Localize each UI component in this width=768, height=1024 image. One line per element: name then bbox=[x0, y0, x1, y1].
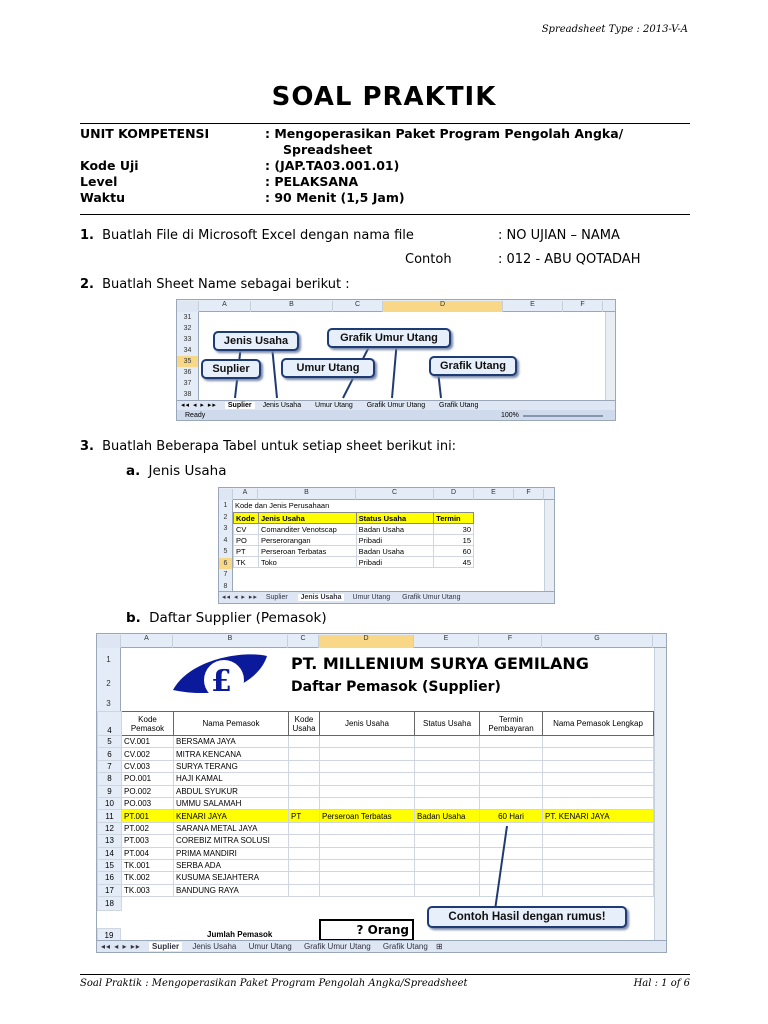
excel-sheet-tabs-screenshot bbox=[176, 299, 616, 421]
cell-kode: TK.003 bbox=[122, 884, 174, 896]
tab-jenis-usaha[interactable]: Jenis Usaha bbox=[298, 594, 345, 601]
cell-tp bbox=[480, 736, 543, 748]
cell-su bbox=[415, 760, 480, 772]
col-header: B bbox=[173, 635, 288, 648]
step-1-text: Buatlah File di Microsoft Excel dengan nama file bbox=[102, 228, 414, 243]
tab-grafik-umur-utang[interactable]: Grafik Umur Utang bbox=[366, 402, 426, 409]
cell-ju bbox=[320, 872, 415, 884]
cell-su bbox=[415, 748, 480, 760]
col-header: F bbox=[563, 301, 603, 312]
tab-grafik-umur-utang[interactable]: Grafik Umur Utang bbox=[303, 942, 371, 951]
cell-ku bbox=[289, 797, 320, 809]
meta-value-unit-2: Spreadsheet bbox=[283, 142, 373, 157]
cell-ku bbox=[289, 884, 320, 896]
cell: Pribadi bbox=[356, 557, 434, 568]
cell-nama: MITRA KENCANA bbox=[174, 748, 289, 760]
cell-su bbox=[415, 773, 480, 785]
footer-page: Hal : 1 of 6 bbox=[633, 978, 690, 989]
col-header: D bbox=[383, 301, 503, 312]
header-cell: Nama Pemasok bbox=[174, 712, 289, 736]
tab-umur-utang[interactable]: Umur Utang bbox=[352, 594, 391, 601]
cell-ku bbox=[289, 760, 320, 772]
cell-nama: PRIMA MANDIRI bbox=[174, 847, 289, 859]
cell: Badan Usaha bbox=[356, 546, 434, 557]
step-2-num: 2. bbox=[80, 277, 94, 292]
header-cell: Jenis Usaha bbox=[320, 712, 415, 736]
row-header: 31 bbox=[183, 314, 192, 321]
zoom-slider[interactable] bbox=[523, 415, 603, 417]
row-headers-top: 1 2 3 bbox=[97, 648, 121, 711]
cell-tp bbox=[480, 748, 543, 760]
cell-nama: ABDUL SYUKUR bbox=[174, 785, 289, 797]
row-header: 11 bbox=[98, 810, 122, 822]
row-header: 38 bbox=[183, 391, 192, 398]
tab-suplier[interactable]: Suplier bbox=[225, 402, 255, 409]
row-header: 34 bbox=[183, 347, 192, 354]
company-name: PT. MILLENIUM SURYA GEMILANG bbox=[291, 654, 589, 673]
meta-block bbox=[80, 126, 690, 216]
sheet-tab-bar bbox=[177, 400, 616, 410]
table-row bbox=[98, 859, 654, 871]
cell-ju bbox=[320, 884, 415, 896]
row-header: 2 bbox=[223, 513, 228, 521]
table-row bbox=[98, 835, 654, 847]
cell-ju bbox=[320, 760, 415, 772]
cell: CV bbox=[234, 524, 259, 535]
step-3b bbox=[126, 610, 327, 626]
cell: PO bbox=[234, 535, 259, 546]
step-3-num: 3. bbox=[80, 439, 94, 454]
tab-suplier[interactable]: Suplier bbox=[265, 594, 288, 601]
tab-jenis-usaha[interactable]: Jenis Usaha bbox=[262, 402, 302, 409]
cell-kode: PT.001 bbox=[122, 810, 174, 822]
vertical-scrollbar[interactable] bbox=[544, 500, 554, 592]
row-header: 12 bbox=[98, 822, 122, 834]
cell: 30 bbox=[434, 524, 474, 535]
cell-kode: PT.002 bbox=[122, 822, 174, 834]
row-header: 1 bbox=[223, 502, 228, 509]
table-row bbox=[98, 822, 654, 834]
step-1-example-value: : 012 - ABU QOTADAH bbox=[498, 252, 641, 267]
cell-su bbox=[415, 835, 480, 847]
cell-nama: KUSUMA SEJAHTERA bbox=[174, 872, 289, 884]
row-header: 10 bbox=[98, 797, 122, 809]
step-3b-num: b. bbox=[126, 610, 141, 626]
cell-ku bbox=[289, 835, 320, 847]
cell: TK bbox=[234, 557, 259, 568]
cell: 15 bbox=[434, 535, 474, 546]
vertical-scrollbar[interactable] bbox=[654, 648, 666, 942]
tab-grafik-utang[interactable]: Grafik Utang bbox=[439, 402, 479, 409]
cell-ku bbox=[289, 859, 320, 871]
row-header: 37 bbox=[183, 380, 192, 387]
cell: Toko bbox=[258, 557, 356, 568]
tab-nav-arrows-icon[interactable]: ◂◂ ◂ ▸ ▸▸ bbox=[181, 402, 217, 409]
meta-label-unit: UNIT KOMPETENSI bbox=[80, 126, 210, 141]
cell: Perseroan Terbatas bbox=[258, 546, 356, 557]
row-header: 14 bbox=[98, 847, 122, 859]
jumlah-pemasok-label: Jumlah Pemasok bbox=[207, 930, 273, 939]
tab-grafik-umur-utang[interactable]: Grafik Umur Utang bbox=[402, 594, 461, 601]
callout-grafik-utang: Grafik Utang bbox=[429, 356, 517, 376]
cell-nama: SERBA ADA bbox=[174, 859, 289, 871]
cell-ju bbox=[320, 847, 415, 859]
cell-nama: BERSAMA JAYA bbox=[174, 736, 289, 748]
row-header: 35 bbox=[177, 356, 198, 367]
cell: 60 bbox=[434, 546, 474, 557]
cell-kode: CV.001 bbox=[122, 736, 174, 748]
cell-ju bbox=[320, 748, 415, 760]
cell-ju bbox=[320, 773, 415, 785]
cell-ju bbox=[320, 835, 415, 847]
cell-su bbox=[415, 872, 480, 884]
meta-rule bbox=[80, 214, 690, 215]
cell-tp bbox=[480, 785, 543, 797]
cell-kode: CV.003 bbox=[122, 760, 174, 772]
tab-jenis-usaha[interactable]: Jenis Usaha bbox=[192, 942, 237, 951]
sheet-tab-bar bbox=[97, 940, 666, 952]
table-row bbox=[98, 847, 654, 859]
table-header-row bbox=[234, 513, 474, 524]
cell-kode: TK.002 bbox=[122, 872, 174, 884]
row-header: 15 bbox=[98, 859, 122, 871]
cell-a1-title: Kode dan Jenis Perusahaan bbox=[235, 501, 330, 510]
excel-jenis-usaha-screenshot bbox=[218, 487, 555, 604]
table-row bbox=[234, 524, 474, 535]
cell-npl bbox=[543, 872, 654, 884]
step-3a bbox=[126, 463, 226, 479]
row-header: 17 bbox=[98, 884, 122, 896]
row-header: 36 bbox=[183, 369, 192, 376]
table-row bbox=[98, 785, 654, 797]
cell-su bbox=[415, 884, 480, 896]
col-header: B bbox=[251, 301, 333, 312]
row-header: 9 bbox=[98, 785, 122, 797]
step-1-example-label: Contoh bbox=[405, 252, 452, 267]
company-logo bbox=[169, 650, 271, 708]
cell-npl: PT. KENARI JAYA bbox=[543, 810, 654, 822]
cell: 45 bbox=[434, 557, 474, 568]
row-header: 5 bbox=[98, 736, 122, 748]
cell-su bbox=[415, 859, 480, 871]
cell-ku bbox=[289, 785, 320, 797]
cell-su bbox=[415, 822, 480, 834]
tab-umur-utang[interactable]: Umur Utang bbox=[248, 942, 292, 951]
col-header: G bbox=[542, 635, 653, 648]
col-header: C bbox=[288, 635, 319, 648]
supplier-rows bbox=[98, 736, 654, 897]
cell: Badan Usaha bbox=[356, 524, 434, 535]
cell-ku: PT bbox=[289, 810, 320, 822]
cell-ju bbox=[320, 785, 415, 797]
cell-kode: PT.003 bbox=[122, 835, 174, 847]
cell-ku bbox=[289, 773, 320, 785]
cell-kode: PO.003 bbox=[122, 797, 174, 809]
col-header: F bbox=[514, 489, 544, 500]
meta-value-kode: : (JAP.TA03.001.01) bbox=[265, 158, 400, 173]
cell-su bbox=[415, 785, 480, 797]
cell-npl bbox=[543, 884, 654, 896]
col-header: E bbox=[474, 489, 514, 500]
cell-su bbox=[415, 736, 480, 748]
table-row bbox=[98, 872, 654, 884]
cell-tp bbox=[480, 760, 543, 772]
cell-ku bbox=[289, 822, 320, 834]
step-1-num: 1. bbox=[80, 228, 94, 243]
cell-npl bbox=[543, 822, 654, 834]
header-cell: Kode Pemasok bbox=[122, 712, 174, 736]
row-header: 3 bbox=[223, 525, 228, 532]
cell-nama: SURYA TERANG bbox=[174, 760, 289, 772]
status-text: Ready bbox=[185, 412, 206, 419]
cell-kode: CV.002 bbox=[122, 748, 174, 760]
row-header: 7 bbox=[223, 571, 228, 578]
cell-kode: TK.001 bbox=[122, 859, 174, 871]
step-3a-num: a. bbox=[126, 463, 141, 479]
meta-value-waktu: : 90 Menit (1,5 Jam) bbox=[265, 190, 405, 205]
table-row bbox=[98, 797, 654, 809]
cell-tp bbox=[480, 797, 543, 809]
col-header: A bbox=[121, 635, 173, 648]
cell-nama: COREBIZ MITRA SOLUSI bbox=[174, 835, 289, 847]
cell-tp bbox=[480, 773, 543, 785]
col-header: D bbox=[434, 489, 474, 500]
header-cell: Status Usaha bbox=[356, 513, 434, 524]
row-header: 8 bbox=[223, 582, 228, 590]
row-header: 16 bbox=[98, 872, 122, 884]
col-header: C bbox=[356, 489, 434, 500]
cell-ju bbox=[320, 736, 415, 748]
cell-su: Badan Usaha bbox=[415, 810, 480, 822]
cell-ju bbox=[320, 822, 415, 834]
table-row bbox=[234, 557, 474, 568]
cell-ju bbox=[320, 797, 415, 809]
meta-value-level: : PELAKSANA bbox=[265, 174, 359, 189]
svg-text:£: £ bbox=[211, 664, 232, 699]
footer-left: Soal Praktik : Mengoperasikan Paket Program Pengolah Angka/Spreadsheet bbox=[80, 978, 468, 989]
step-2-text: Buatlah Sheet Name sebagai berikut : bbox=[102, 277, 350, 292]
callout-contoh-hasil: Contoh Hasil dengan rumus! bbox=[427, 906, 627, 928]
row-header: 6 bbox=[219, 558, 232, 570]
row-headers bbox=[219, 500, 233, 592]
sheet-tab-bar bbox=[219, 591, 554, 603]
cell-nama: BANDUNG RAYA bbox=[174, 884, 289, 896]
cell-npl bbox=[543, 859, 654, 871]
header-cell: Kode Usaha bbox=[289, 712, 320, 736]
cell-su bbox=[415, 797, 480, 809]
col-header: E bbox=[414, 635, 479, 648]
cell: Perserorangan bbox=[258, 535, 356, 546]
cell-nama: SARANA METAL JAYA bbox=[174, 822, 289, 834]
cell-npl bbox=[543, 847, 654, 859]
row-header: 13 bbox=[98, 835, 122, 847]
callout-umur-utang: Umur Utang bbox=[281, 358, 375, 378]
table-row bbox=[98, 810, 654, 822]
row-header: 7 bbox=[98, 760, 122, 772]
cell-npl bbox=[543, 736, 654, 748]
table-row bbox=[234, 546, 474, 557]
cell-npl bbox=[543, 785, 654, 797]
column-headers bbox=[97, 634, 667, 648]
cell: PT bbox=[234, 546, 259, 557]
meta-label-kode: Kode Uji bbox=[80, 158, 139, 173]
col-header: C bbox=[333, 301, 383, 312]
excel-supplier-screenshot: A B C D E F G £ PT. MILLENIUM SURYA GEMILANG Daftar Pemasok (Supplier) 1 2 3 4 Kode Pemasok Nama Pemasok Kode Usaha Jenis Usaha Status Usaha Termin Pembayaran Nama Pemasok Lengkap 5 CV.001 BERSAMA JAYA 6 CV.002 MITRA KENCANA 7 CV.003 SURYA TERANG 8 PO.001 HAJI KAMAL 9 PO.002 ABDUL SYUKUR 10 PO.003 UMMU SALAMAH 11 PT.001 KENARI JAYA PT Perseroan Terbatas Badan Usaha 60 Hari PT. KENARI JAYA 12 PT.002 SARANA METAL JAYA 13 PT.003 COREBIZ MITRA SOLUSI 14 PT.004 PRIMA MANDIRI 15 TK.001 SERBA ADA 16 TK.002 KUSUMA SEJAHTERA 17 TK.003 BANDUNG RAYA 18 19 Jumlah Pemasok ? Orang Contoh Hasil dengan rumus! ◂◂ ◂ ▸ ▸▸ Suplier Jenis Usaha Umur Utang Grafik Umur Utang Grafik Utang ⊞ bbox=[96, 633, 667, 953]
step-2 bbox=[80, 277, 350, 292]
cell-kode: PT.004 bbox=[122, 847, 174, 859]
row-header: 33 bbox=[183, 336, 192, 343]
step-1 bbox=[80, 228, 414, 243]
table-row bbox=[98, 760, 654, 772]
cell-ku bbox=[289, 847, 320, 859]
cell-ku bbox=[289, 736, 320, 748]
footer-rule bbox=[80, 974, 690, 975]
col-header: A bbox=[199, 301, 251, 312]
header-cell: Jenis Usaha bbox=[258, 513, 356, 524]
meta-label-level: Level bbox=[80, 174, 118, 189]
col-header: B bbox=[258, 489, 356, 500]
cell-ku bbox=[289, 872, 320, 884]
table-row bbox=[98, 736, 654, 748]
step-3-text: Buatlah Beberapa Tabel untuk setiap sheet berikut ini: bbox=[102, 439, 457, 454]
callout-grafik-umur-utang: Grafik Umur Utang bbox=[327, 328, 451, 348]
tab-nav-arrows-icon[interactable]: ◂◂ ◂ ▸ ▸▸ bbox=[222, 594, 258, 601]
cell-nama: UMMU SALAMAH bbox=[174, 797, 289, 809]
status-bar bbox=[177, 410, 616, 421]
page-title: SOAL PRAKTIK bbox=[271, 82, 497, 112]
zoom-level: 100% bbox=[501, 412, 519, 419]
jenis-usaha-table bbox=[233, 512, 474, 568]
sheet-subtitle: Daftar Pemasok (Supplier) bbox=[291, 679, 501, 695]
step-1-value: : NO UJIAN – NAMA bbox=[498, 228, 620, 243]
column-headers bbox=[219, 488, 555, 500]
cell-nama: KENARI JAYA bbox=[174, 810, 289, 822]
table-row bbox=[98, 748, 654, 760]
col-header: E bbox=[503, 301, 563, 312]
col-header: A bbox=[233, 489, 258, 500]
header-cell: Kode bbox=[234, 513, 259, 524]
col-header: F bbox=[479, 635, 542, 648]
header-cell: Termin Pembayaran bbox=[480, 712, 543, 736]
row-header: 8 bbox=[98, 773, 122, 785]
spreadsheet-type: Spreadsheet Type : 2013-V-A bbox=[541, 24, 688, 35]
cell-kode: PO.002 bbox=[122, 785, 174, 797]
header-cell: Status Usaha bbox=[415, 712, 480, 736]
step-3a-text: Jenis Usaha bbox=[148, 463, 227, 479]
step-3b-text: Daftar Supplier (Pemasok) bbox=[149, 610, 327, 626]
cell-npl bbox=[543, 835, 654, 847]
cell: Pribadi bbox=[356, 535, 434, 546]
header-cell: Termin bbox=[434, 513, 474, 524]
new-sheet-icon[interactable]: ⊞ bbox=[436, 942, 443, 951]
tab-nav-arrows-icon[interactable]: ◂◂ ◂ ▸ ▸▸ bbox=[101, 942, 141, 951]
row-header: 5 bbox=[223, 548, 228, 555]
top-rule bbox=[80, 123, 690, 124]
row-header: 6 bbox=[98, 748, 122, 760]
cell-npl bbox=[543, 760, 654, 772]
cell-npl bbox=[543, 773, 654, 785]
cell-nama: HAJI KAMAL bbox=[174, 773, 289, 785]
table-header-row: 4 Kode Pemasok Nama Pemasok Kode Usaha Jenis Usaha Status Usaha Termin Pembayaran Nama Pemasok Lengkap bbox=[98, 712, 654, 736]
tab-umur-utang[interactable]: Umur Utang bbox=[315, 402, 353, 409]
cell-tp: 60 Hari bbox=[480, 810, 543, 822]
col-header: D bbox=[319, 635, 414, 648]
cell-npl bbox=[543, 797, 654, 809]
cell-ju: Perseroan Terbatas bbox=[320, 810, 415, 822]
table-row bbox=[98, 773, 654, 785]
step-3 bbox=[80, 439, 456, 454]
cell: Comanditer Venotscap bbox=[258, 524, 356, 535]
cell-kode: PO.001 bbox=[122, 773, 174, 785]
callout-suplier: Suplier bbox=[201, 359, 261, 379]
meta-value-unit: : Mengoperasikan Paket Program Pengolah Angka/ bbox=[265, 126, 624, 141]
tab-suplier[interactable]: Suplier bbox=[149, 942, 182, 951]
row-header: 32 bbox=[183, 325, 192, 332]
cell-npl bbox=[543, 748, 654, 760]
header-cell: Nama Pemasok Lengkap bbox=[543, 712, 654, 736]
footer bbox=[80, 978, 690, 989]
jumlah-pemasok-cell[interactable]: ? Orang bbox=[319, 919, 414, 941]
cell-ju bbox=[320, 859, 415, 871]
callout-jenis-usaha: Jenis Usaha bbox=[213, 331, 299, 351]
supplier-table: 4 Kode Pemasok Nama Pemasok Kode Usaha Jenis Usaha Status Usaha Termin Pembayaran Nama Pemasok Lengkap 5 CV.001 BERSAMA JAYA 6 CV.002 MITRA KENCANA 7 CV.003 SURYA TERANG 8 PO.001 HAJI KAMAL 9 PO.002 ABDUL SYUKUR 10 PO.003 UMMU SALAMAH 11 PT.001 KENARI JAYA PT Perseroan Terbatas Badan Usaha 60 Hari PT. KENARI JAYA 12 PT.002 SARANA METAL JAYA 13 PT.003 COREBIZ MITRA SOLUSI 14 PT.004 PRIMA MANDIRI 15 TK.001 SERBA ADA 16 TK.002 KUSUMA SEJAHTERA 17 TK.003 BANDUNG RAYA 18 bbox=[97, 711, 654, 911]
row-header: 4 bbox=[223, 536, 228, 544]
meta-label-waktu: Waktu bbox=[80, 190, 125, 205]
cell-su bbox=[415, 847, 480, 859]
tab-grafik-utang[interactable]: Grafik Utang bbox=[382, 942, 428, 951]
cell-ku bbox=[289, 748, 320, 760]
table-row bbox=[98, 884, 654, 896]
table-row bbox=[234, 535, 474, 546]
